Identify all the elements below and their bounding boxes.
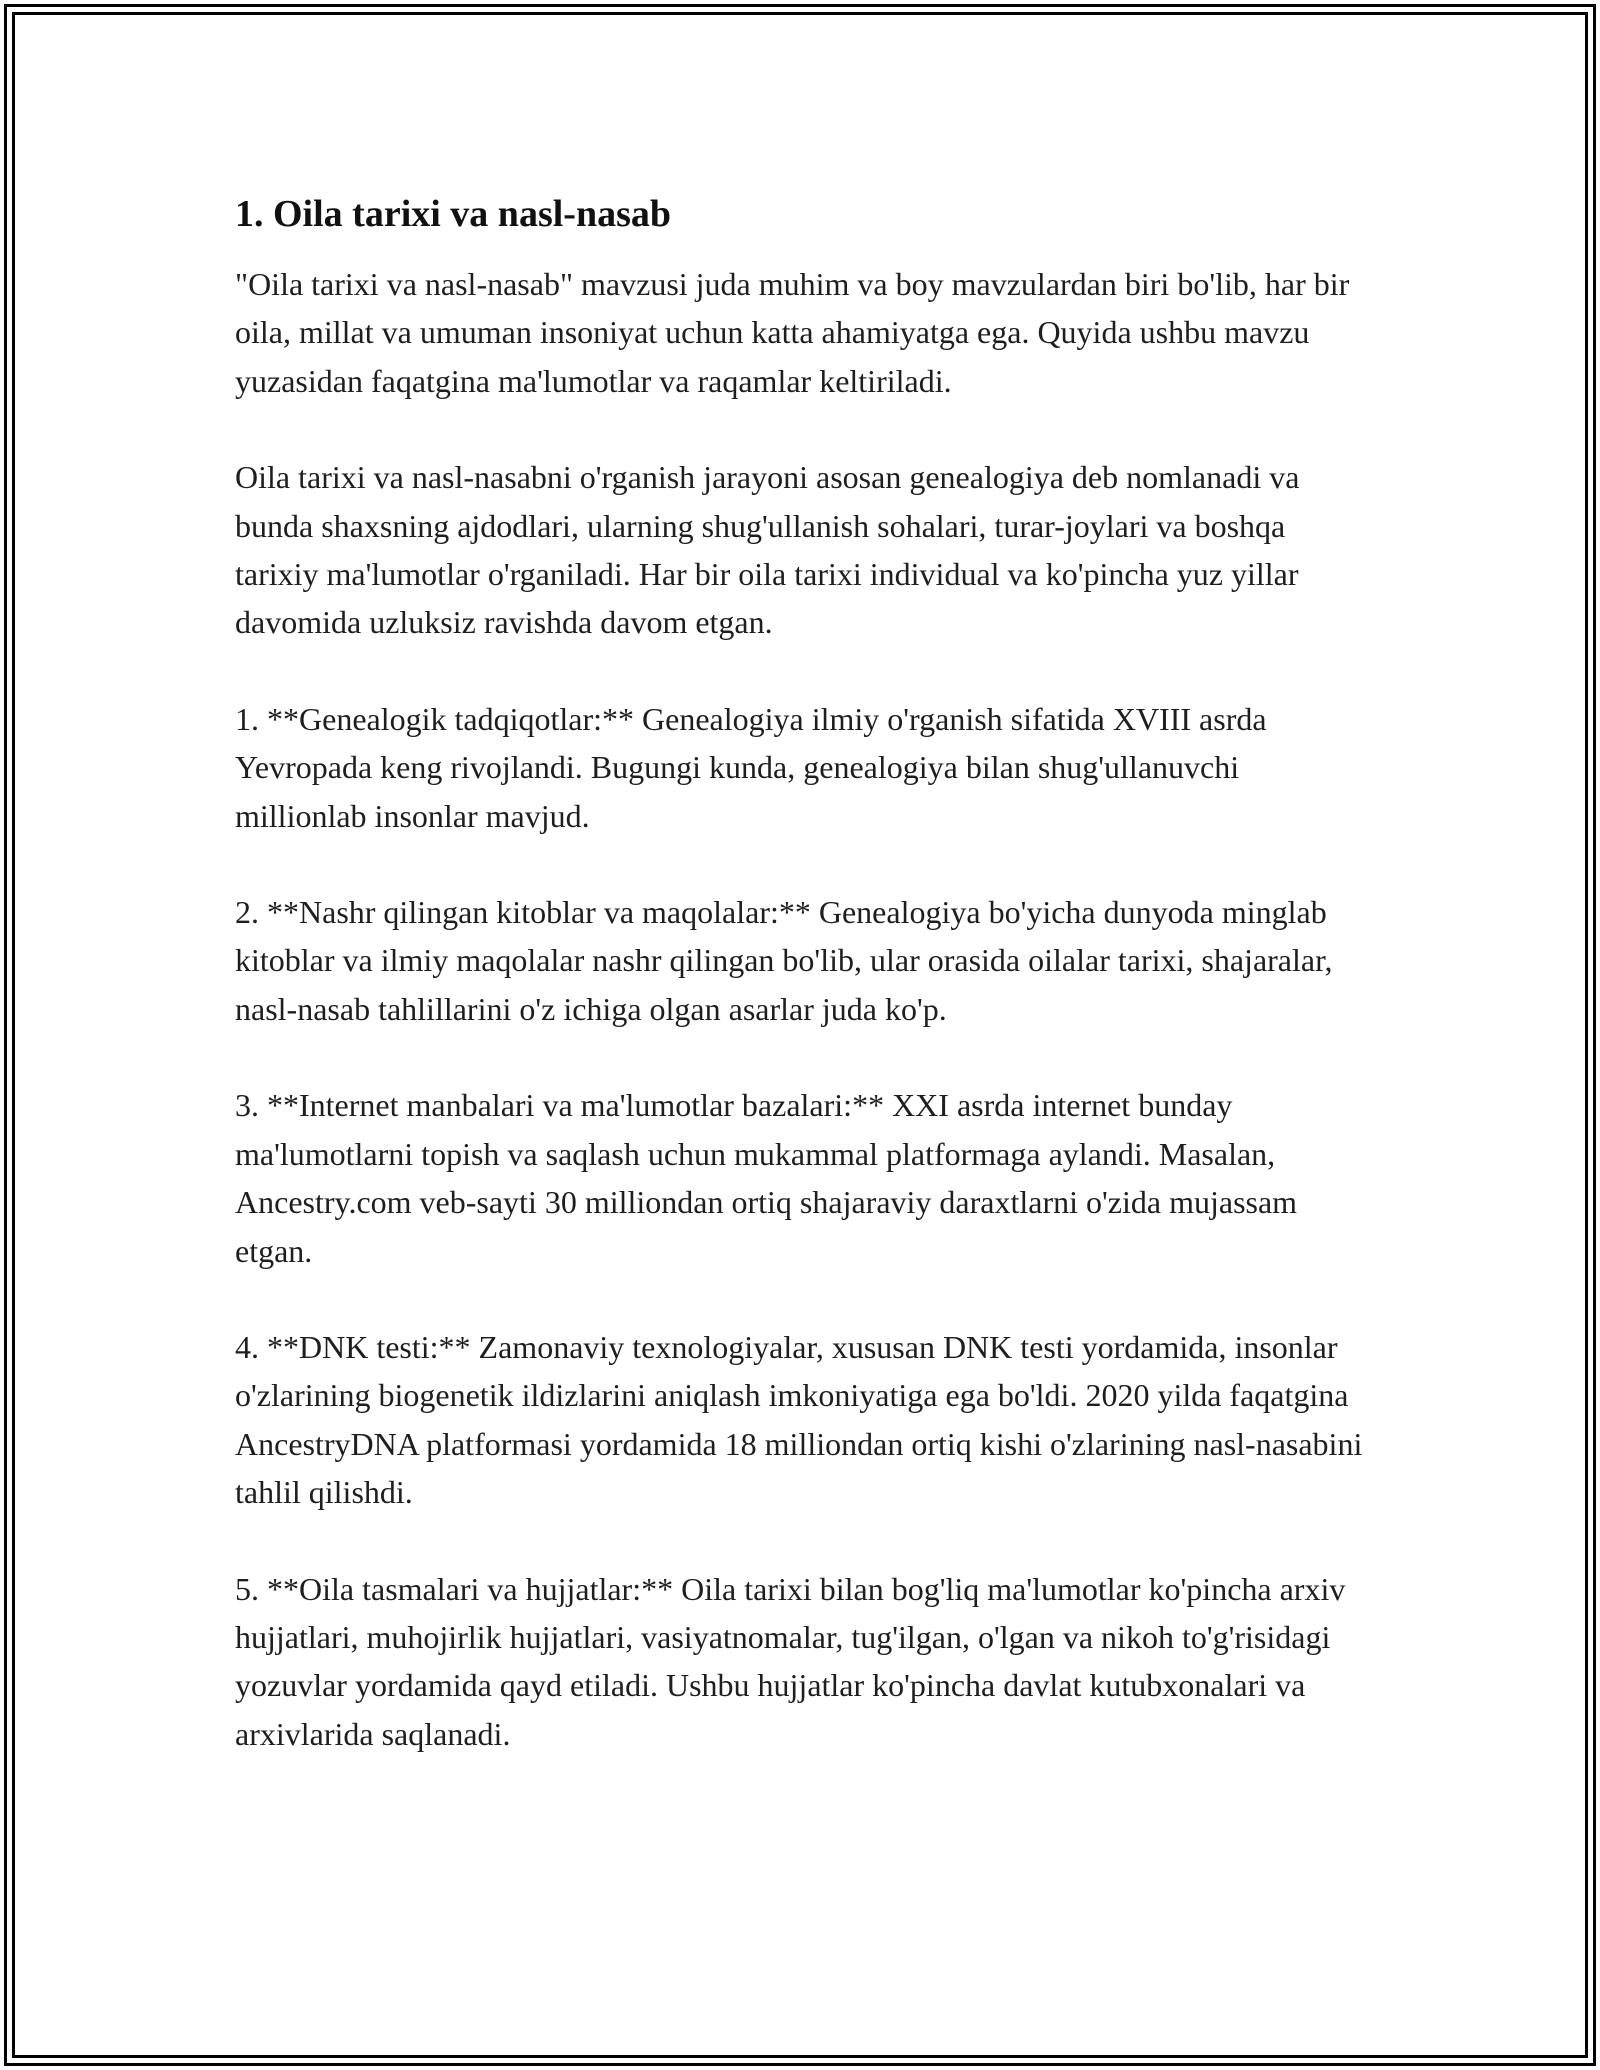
list-item-dna-test: 4. **DNK testi:** Zamonaviy texnologiyalar, xususan DNK testi yordamida, insonlar o'zlarining biogenetik ildizlarini aniqlash imkoniyatiga ega bo'ldi. 2020 yilda faqatgina AncestryDNA platformasi yordamida 18 milliondan ortiq kishi o'zlarining nasl-nasabini tahlil qilishdi. bbox=[235, 1328, 1363, 1511]
list-item-genealogical-research: 1. **Genealogik tadqiqotlar:** Genealogiya ilmiy o'rganish sifatida XVIII asrda Yevropada keng rivojlandi. Bugungi kunda, genealogiya bilan shug'ullanuvchi millionlab insonlar mavjud. bbox=[235, 700, 1267, 834]
list-item-published-books: 2. **Nashr qilingan kitoblar va maqolalar:** Genealogiya bo'yicha dunyoda minglab kitoblar va ilmiy maqolalar nashr qilingan bo'lib, ular orasida oilalar tarixi, shajaralar, nasl-nasab tahlillarini o'z ichiga olgan asarlar juda ko'p. bbox=[235, 894, 1333, 1027]
paragraph-intro: "Oila tarixi va nasl-nasab" mavzusi juda muhim va boy mavzulardan biri bo'lib, har bir oila, millat va umuman insoniyat uchun katta ahamiyatga ega. Quyida ushbu mavzu yuzasidan faqatgina ma'lumotlar va raqamlar keltiriladi. bbox=[235, 266, 1350, 399]
document-body bbox=[235, 190, 1365, 1806]
list-item-internet-sources: 3. **Internet manbalari va ma'lumotlar bazalari:** XXI asrda internet bunday ma'lumotlarni topish va saqlash uchun mukammal platformaga aylandi. Masalan, Ancestry.com veb-sayti 30 milliondan ortiq shajaraviy daraxtlarni o'zida mujassam etgan. bbox=[235, 1087, 1298, 1269]
document-title: 1. Oila tarixi va nasl-nasab bbox=[235, 193, 671, 235]
list-item-family-documents: 5. **Oila tasmalari va hujjatlar:** Oila tarixi bilan bog'liq ma'lumotlar ko'pincha arxiv hujjatlari, muhojirlik hujjatlari, vasiyatnomalar, tug'ilgan, o'lgan va nikoh to'g'risidagi yozuvlar yordamida qayd etiladi. Ushbu hujjatlar ko'pincha davlat kutubxonalari va arxivlarida saqlanadi. bbox=[235, 1570, 1346, 1752]
paragraph-genealogy: Oila tarixi va nasl-nasabni o'rganish jarayoni asosan genealogiya deb nomlanadi va bunda shaxsning ajdodlari, ularning shug'ullanish sohalari, turar-joylari va boshqa tarixiy ma'lumotlar o'rganiladi. Har bir oila tarixi individual va ko'pincha yuz yillar davomida uzluksiz ravishda davom etgan. bbox=[235, 459, 1300, 641]
